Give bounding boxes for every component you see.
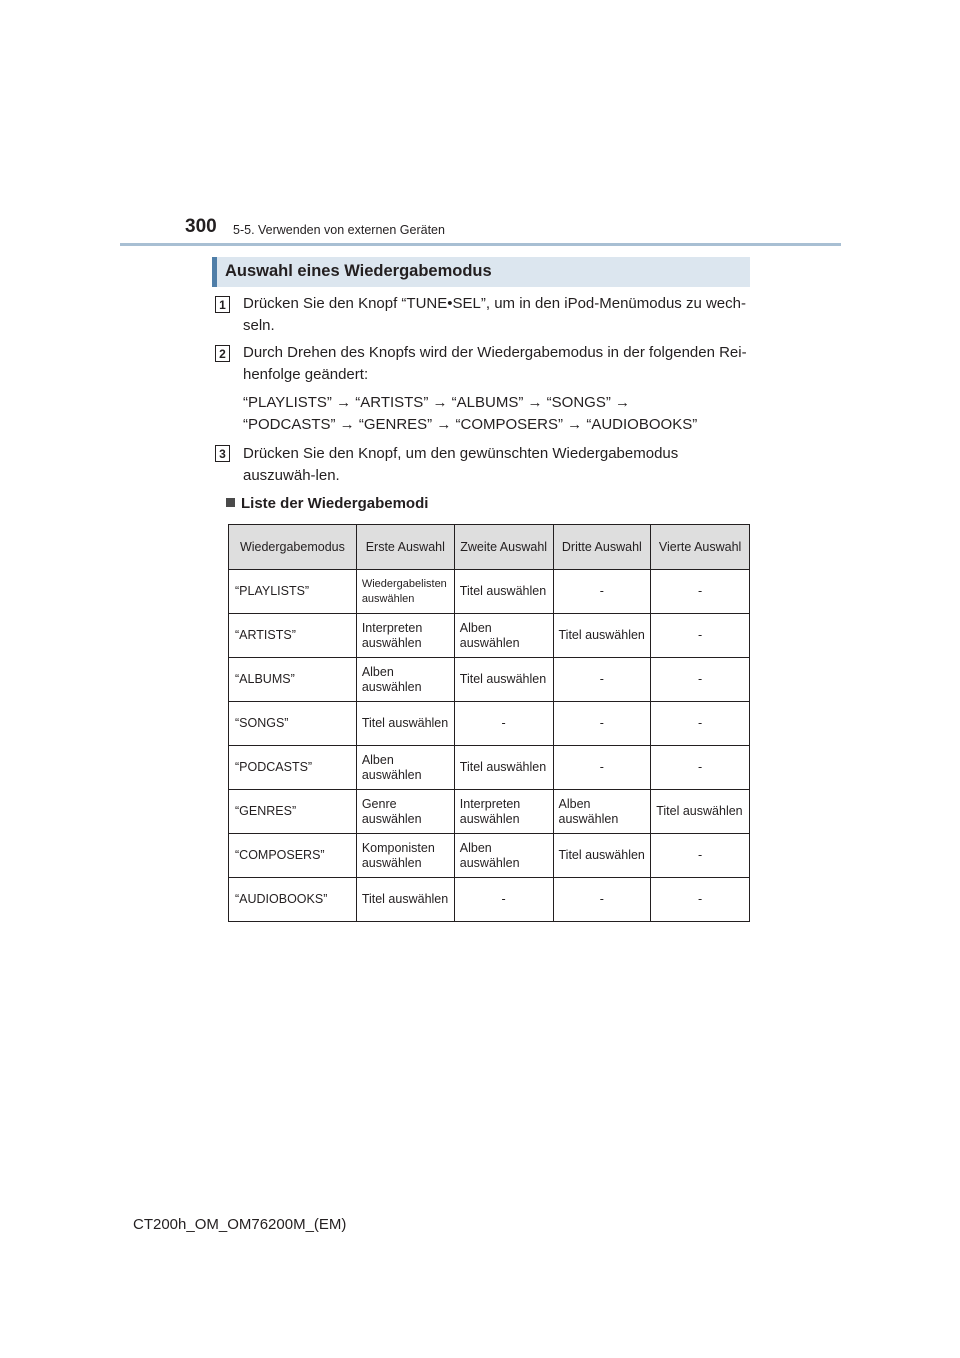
table-cell: - — [651, 746, 750, 790]
table-cell: - — [454, 878, 553, 922]
subheading — [226, 495, 428, 512]
step-2-number: 2 — [215, 345, 230, 362]
table-cell: - — [651, 658, 750, 702]
table-row — [229, 614, 750, 658]
table-cell: Alben auswählen — [553, 790, 651, 834]
table-cell: Titel auswählen — [454, 746, 553, 790]
modes-table — [228, 524, 750, 922]
heading-bar — [212, 257, 750, 287]
table-cell: “ALBUMS” — [229, 658, 357, 702]
table-cell: Genre auswählen — [356, 790, 454, 834]
table-row — [229, 658, 750, 702]
table-cell: - — [651, 878, 750, 922]
step-3-number: 3 — [215, 445, 230, 462]
section-title: 5-5. Verwenden von externen Geräten — [233, 223, 445, 237]
table-cell: - — [651, 614, 750, 658]
sequence-line-1: “PLAYLISTS” → “ARTISTS” → “ALBUMS” → “SONGS” → — [243, 394, 630, 411]
table-row — [229, 746, 750, 790]
table-cell: “AUDIOBOOKS” — [229, 878, 357, 922]
table-header-row — [229, 525, 750, 570]
table-cell: Komponisten auswählen — [356, 834, 454, 878]
square-bullet-icon — [226, 498, 235, 507]
table-cell: Titel auswählen — [356, 702, 454, 746]
table-cell: “COMPOSERS” — [229, 834, 357, 878]
table-cell: Alben auswählen — [454, 834, 553, 878]
table-cell: Titel auswählen — [454, 570, 553, 614]
table-row — [229, 834, 750, 878]
table-cell: - — [651, 702, 750, 746]
sequence-line-2: “PODCASTS” → “GENRES” → “COMPOSERS” → “AUDIOBOOKS” — [243, 416, 698, 433]
table-row — [229, 878, 750, 922]
table-cell: Wiedergabelisten auswählen — [356, 570, 454, 614]
table-cell: Interpreten auswählen — [454, 790, 553, 834]
step-1-text: Drücken Sie den Knopf “TUNE•SEL”, um in den iPod-Menümodus zu wech-seln. — [243, 295, 746, 334]
table-cell: “SONGS” — [229, 702, 357, 746]
table-cell: Interpreten auswählen — [356, 614, 454, 658]
table-row — [229, 702, 750, 746]
table-cell: - — [651, 570, 750, 614]
table-cell: - — [651, 834, 750, 878]
table-cell: “PODCASTS” — [229, 746, 357, 790]
footer-document-id: CT200h_OM_OM76200M_(EM) — [133, 1216, 347, 1233]
table-cell: “ARTISTS” — [229, 614, 357, 658]
table-cell: Titel auswählen — [553, 614, 651, 658]
step-1-number: 1 — [215, 296, 230, 313]
subheading-text: Liste der Wiedergabemodi — [241, 495, 429, 512]
table-cell: Titel auswählen — [553, 834, 651, 878]
header-fourth: Vierte Auswahl — [651, 525, 750, 570]
header-second: Zweite Auswahl — [454, 525, 553, 570]
table-cell: Titel auswählen — [454, 658, 553, 702]
table-cell: Titel auswählen — [651, 790, 750, 834]
header-first: Erste Auswahl — [356, 525, 454, 570]
table-cell: Titel auswählen — [356, 878, 454, 922]
header-third: Dritte Auswahl — [553, 525, 651, 570]
table-cell: Alben auswählen — [454, 614, 553, 658]
table-cell: “PLAYLISTS” — [229, 570, 357, 614]
table-cell: - — [553, 746, 651, 790]
table-cell: - — [553, 702, 651, 746]
step-2-text: Durch Drehen des Knopfs wird der Wiedergabemodus in der folgenden Rei-henfolge geändert: — [243, 344, 747, 383]
header-rule — [120, 243, 841, 246]
header-mode: Wiedergabemodus — [229, 525, 357, 570]
step-3-text: Drücken Sie den Knopf, um den gewünschten Wiedergabemodus auszuwäh-len. — [243, 445, 679, 484]
table-row — [229, 790, 750, 834]
heading-title: Auswahl eines Wiedergabemodus — [225, 262, 492, 280]
table-cell: Alben auswählen — [356, 658, 454, 702]
table-cell: “GENRES” — [229, 790, 357, 834]
table-cell: - — [553, 570, 651, 614]
page-number: 300 — [185, 216, 217, 237]
table-cell: - — [454, 702, 553, 746]
table-cell: - — [553, 658, 651, 702]
table-row — [229, 570, 750, 614]
table-cell: - — [553, 878, 651, 922]
table-cell: Alben auswählen — [356, 746, 454, 790]
